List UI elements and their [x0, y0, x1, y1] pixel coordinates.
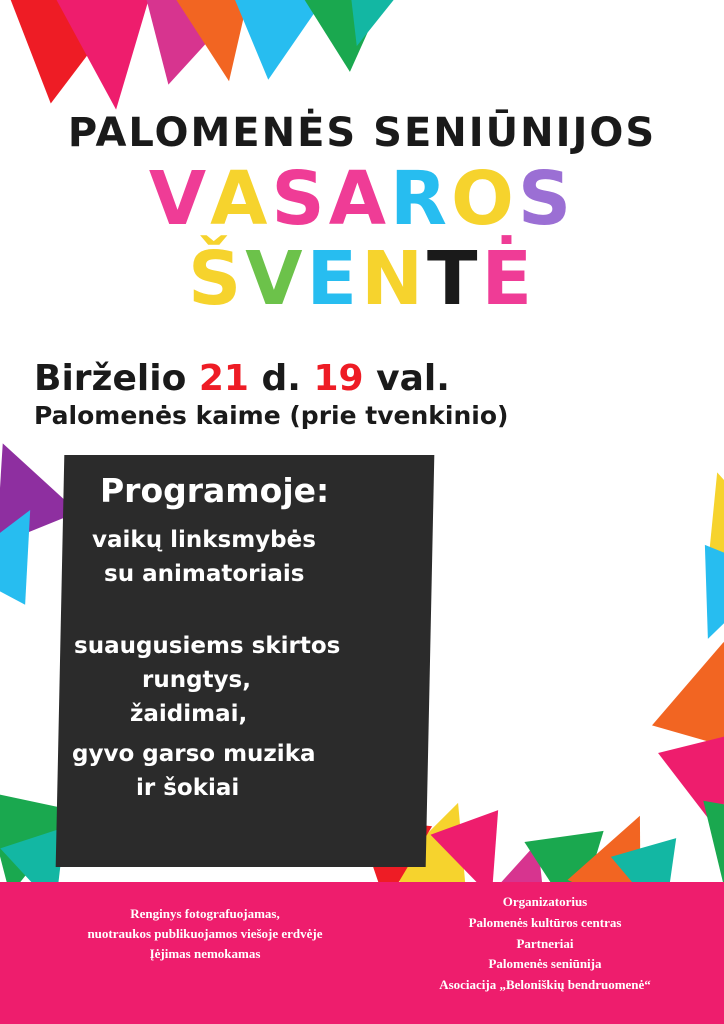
decor-triangle-top-teal	[318, 0, 421, 57]
footer-bar	[0, 882, 724, 1024]
decor-triangle-top-red	[0, 0, 123, 112]
vasaros-letter-2: A	[210, 156, 272, 242]
event-date	[34, 360, 634, 398]
footer-organiser-line-2: Palomenės kultūros centras	[468, 914, 622, 930]
vasaros-letter-3: S	[271, 156, 329, 242]
vasaros-letter-4: A	[328, 156, 390, 242]
footer-notice-line-1: Renginys fotografuojamas,	[130, 906, 280, 921]
svente-letter-3: E	[306, 236, 362, 322]
decor-triangle-top-orange	[168, 0, 273, 89]
organisation-title: PALOMENĖS SENIŪNIJOS	[67, 110, 657, 156]
program-line-3: suaugusiems skirtos	[74, 633, 341, 659]
vasaros-letter-6: O	[450, 156, 518, 242]
headline-block	[0, 110, 724, 322]
event-location: Palomenės kaime (prie tvenkinio)	[34, 400, 509, 430]
decor-triangle-top-cyan	[209, 0, 340, 86]
program-line-4: rungtys,	[142, 667, 251, 693]
decor-triangle-top-magenta	[118, 0, 242, 97]
footer-organiser-line-5: Asociacija „Beloniškių bendruomenė“	[439, 977, 651, 993]
program-line-1: vaikų linksmybės	[92, 527, 316, 553]
date-day: 21	[198, 358, 249, 399]
footer-notice-line-3: Įėjimas nemokamas	[149, 946, 261, 962]
vasaros-letter-1: V	[148, 156, 211, 242]
program-line-2: su animatoriais	[104, 561, 305, 587]
decor-triangle-right-orange	[652, 629, 724, 750]
footer-organiser-line-3: Partneriai	[516, 935, 574, 951]
svente-letter-2: V	[245, 236, 307, 322]
title-word-svente	[0, 236, 724, 322]
program-line-6: gyvo garso muzika	[72, 741, 316, 767]
program-title: Programoje:	[100, 471, 330, 510]
date-prefix: Birželio	[34, 358, 199, 399]
footer-organisers	[380, 892, 710, 996]
program-line-5: žaidimai,	[130, 701, 248, 727]
footer-notice-line-2: nuotraukos publikuojamos viešoje erdvėje	[87, 926, 323, 942]
decor-triangle-right-pink	[658, 734, 724, 843]
svente-letter-1: Š	[187, 236, 246, 322]
decor-triangle-top-pink	[56, 0, 164, 115]
svente-letter-5: T	[427, 236, 482, 322]
program-panel	[60, 455, 430, 867]
vasaros-letter-5: R	[389, 156, 451, 242]
date-hour: 19	[313, 358, 364, 399]
decor-triangle-right-cyan	[673, 545, 724, 653]
date-middle: d.	[248, 358, 314, 399]
decor-triangle-right-yellow	[677, 459, 724, 576]
svente-letter-4: N	[361, 236, 428, 322]
vasaros-letter-7: S	[517, 156, 576, 242]
date-suffix: val.	[363, 358, 450, 399]
decor-triangle-left-cyan	[0, 491, 66, 604]
decor-triangle-right-green	[690, 801, 724, 890]
date-block	[34, 360, 634, 429]
footer-organiser-line-4: Palomenės seniūnija	[488, 956, 602, 972]
title-word-vasaros	[0, 156, 724, 242]
footer-organiser-line-1: Organizatorius	[502, 894, 588, 909]
svente-letter-6: Ė	[481, 236, 537, 322]
program-line-7: ir šokiai	[136, 775, 240, 801]
footer-notice	[20, 904, 390, 964]
decor-triangle-top-green	[282, 0, 410, 76]
